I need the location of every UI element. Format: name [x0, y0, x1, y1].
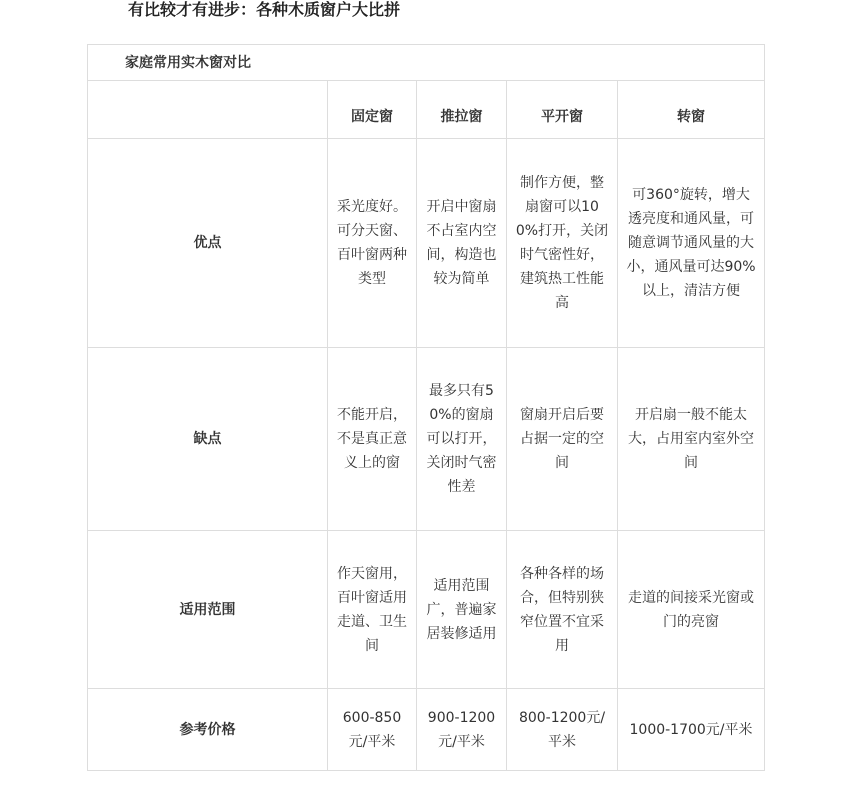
cell-disadvantages-sliding: 最多只有50%的窗扇可以打开，关闭时气密性差 [417, 348, 507, 531]
row-header-reference-price: 参考价格 [88, 689, 328, 771]
cell-advantages-casement: 制作方便，整扇窗可以100%打开，关闭时气密性好，建筑热工性能高 [507, 139, 618, 348]
table-row-reference-price [88, 689, 765, 771]
cell-scope-casement: 各种各样的场合，但特别狭窄位置不宜采用 [507, 531, 618, 689]
table-row-advantages [88, 139, 765, 348]
cell-advantages-fixed: 采光度好。可分天窗、百叶窗两种类型 [328, 139, 417, 348]
cell-scope-sliding: 适用范围广，普遍家居装修适用 [417, 531, 507, 689]
column-header-fixed-window: 固定窗 [328, 81, 417, 139]
cell-advantages-sliding: 开启中窗扇不占室内空间，构造也较为简单 [417, 139, 507, 348]
row-header-advantages: 优点 [88, 139, 328, 348]
cell-advantages-pivot: 可360°旋转，增大透亮度和通风量，可随意调节通风量的大小，通风量可达90%以上，清洁方便 [618, 139, 765, 348]
cell-price-pivot: 1000-1700元/平米 [618, 689, 765, 771]
cell-price-casement: 800-1200元/平米 [507, 689, 618, 771]
cell-price-fixed: 600-850元/平米 [328, 689, 417, 771]
table-header-row [88, 81, 765, 139]
table-caption: 家庭常用实木窗对比 [88, 45, 765, 81]
cell-disadvantages-pivot: 开启扇一般不能太大，占用室内室外空间 [618, 348, 765, 531]
table-row-disadvantages [88, 348, 765, 531]
table-caption-row [88, 45, 765, 81]
header-corner-cell [88, 81, 328, 139]
row-header-disadvantages: 缺点 [88, 348, 328, 531]
column-header-pivot-window: 转窗 [618, 81, 765, 139]
cell-disadvantages-fixed: 不能开启，不是真正意义上的窗 [328, 348, 417, 531]
cell-price-sliding: 900-1200元/平米 [417, 689, 507, 771]
cell-scope-fixed: 作天窗用，百叶窗适用走道、卫生间 [328, 531, 417, 689]
page-heading: 有比较才有进步：各种木质窗户大比拼 [128, 0, 401, 19]
column-header-sliding-window: 推拉窗 [417, 81, 507, 139]
column-header-casement-window: 平开窗 [507, 81, 618, 139]
comparison-table [87, 44, 765, 771]
cell-scope-pivot: 走道的间接采光窗或门的亮窗 [618, 531, 765, 689]
cell-disadvantages-casement: 窗扇开启后要占据一定的空间 [507, 348, 618, 531]
row-header-applicable-scope: 适用范围 [88, 531, 328, 689]
table-row-applicable-scope [88, 531, 765, 689]
